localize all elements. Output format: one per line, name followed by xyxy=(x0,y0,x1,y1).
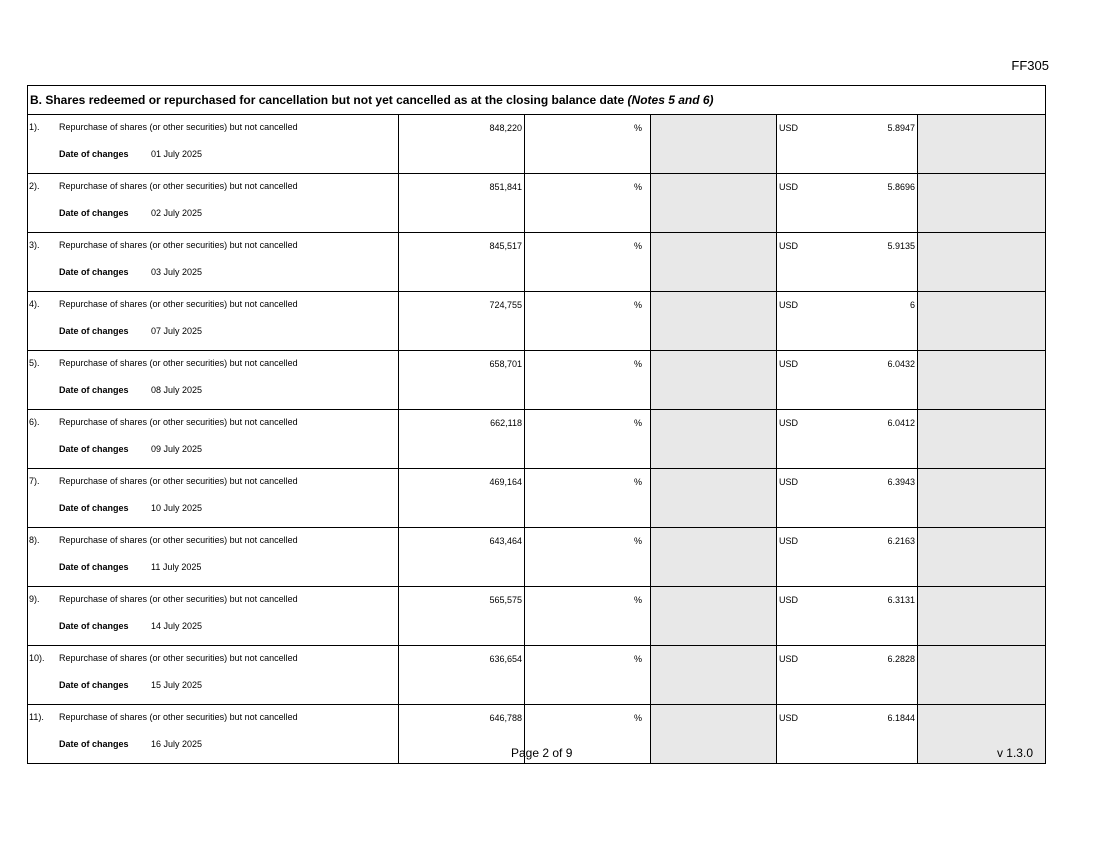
row-description: Repurchase of shares (or other securities) but not cancelled xyxy=(59,594,298,604)
page-number: Page 2 of 9 xyxy=(511,746,573,760)
date-of-changes-label: Date of changes xyxy=(59,444,129,454)
description-cell xyxy=(28,469,399,528)
price-cell xyxy=(777,174,918,233)
percent-cell: % xyxy=(525,705,651,764)
shaded-cell xyxy=(918,646,1046,705)
price-cell xyxy=(777,351,918,410)
shaded-cell xyxy=(651,233,777,292)
date-of-changes-label: Date of changes xyxy=(59,621,129,631)
currency-label: USD xyxy=(779,477,799,487)
percent-cell: % xyxy=(525,174,651,233)
shaded-cell xyxy=(918,115,1046,174)
shares-cell: 565,575 xyxy=(399,587,525,646)
date-of-changes-value: 11 July 2025 xyxy=(151,562,202,572)
description-cell xyxy=(28,705,399,764)
description-cell xyxy=(28,528,399,587)
row-index: 4). xyxy=(29,299,40,309)
description-cell xyxy=(28,233,399,292)
shaded-cell xyxy=(651,292,777,351)
price-cell xyxy=(777,705,918,764)
row-index: 11). xyxy=(29,712,44,722)
percent-cell: % xyxy=(525,528,651,587)
shares-cell: 658,701 xyxy=(399,351,525,410)
row-description: Repurchase of shares (or other securities) but not cancelled xyxy=(59,122,298,132)
percent-cell: % xyxy=(525,587,651,646)
description-cell xyxy=(28,115,399,174)
row-index: 2). xyxy=(29,181,40,191)
row-index: 10). xyxy=(29,653,45,663)
shaded-cell xyxy=(651,174,777,233)
shares-cell: 636,654 xyxy=(399,646,525,705)
description-cell xyxy=(28,351,399,410)
price-value: 5.9135 xyxy=(887,241,915,251)
shaded-cell xyxy=(651,469,777,528)
percent-cell: % xyxy=(525,292,651,351)
shaded-cell xyxy=(918,233,1046,292)
price-cell xyxy=(777,528,918,587)
date-of-changes-label: Date of changes xyxy=(59,267,129,277)
shaded-cell xyxy=(918,351,1046,410)
percent-cell: % xyxy=(525,115,651,174)
date-of-changes-value: 10 July 2025 xyxy=(151,503,203,513)
table-row xyxy=(28,351,1046,410)
price-value: 6.3131 xyxy=(887,595,915,605)
date-of-changes-value: 07 July 2025 xyxy=(151,326,203,336)
shares-cell: 724,755 xyxy=(399,292,525,351)
currency-label: USD xyxy=(779,300,799,310)
date-of-changes-value: 02 July 2025 xyxy=(151,208,203,218)
table-row xyxy=(28,469,1046,528)
currency-label: USD xyxy=(779,418,799,428)
row-description: Repurchase of shares (or other securities) but not cancelled xyxy=(59,653,298,663)
row-description: Repurchase of shares (or other securities) but not cancelled xyxy=(59,476,298,486)
price-cell xyxy=(777,469,918,528)
row-description: Repurchase of shares (or other securities) but not cancelled xyxy=(59,417,298,427)
section-notes: (Notes 5 and 6) xyxy=(627,93,714,107)
price-cell xyxy=(777,115,918,174)
version-label: v 1.3.0 xyxy=(996,746,1033,760)
date-of-changes-label: Date of changes xyxy=(59,680,129,690)
date-of-changes-value: 15 July 2025 xyxy=(151,680,203,690)
row-index: 7). xyxy=(29,476,40,486)
shaded-cell xyxy=(918,469,1046,528)
date-of-changes-label: Date of changes xyxy=(59,326,129,336)
price-value: 5.8947 xyxy=(887,123,915,133)
description-cell xyxy=(28,587,399,646)
currency-label: USD xyxy=(779,713,799,723)
price-value: 6.0412 xyxy=(887,418,915,428)
price-cell xyxy=(777,587,918,646)
row-index: 3). xyxy=(29,240,40,250)
row-description: Repurchase of shares (or other securities) but not cancelled xyxy=(59,358,298,368)
currency-label: USD xyxy=(779,241,799,251)
table-row xyxy=(28,292,1046,351)
section-header-row xyxy=(28,86,1046,115)
price-value: 5.8696 xyxy=(887,182,915,192)
shaded-cell xyxy=(651,410,777,469)
table-row xyxy=(28,587,1046,646)
table-row xyxy=(28,115,1046,174)
percent-cell: % xyxy=(525,410,651,469)
date-of-changes-value: 01 July 2025 xyxy=(151,149,203,159)
shaded-cell xyxy=(651,528,777,587)
date-of-changes-value: 08 July 2025 xyxy=(151,385,203,395)
price-value: 6.1844 xyxy=(887,713,915,723)
percent-cell: % xyxy=(525,233,651,292)
row-description: Repurchase of shares (or other securities) but not cancelled xyxy=(59,535,298,545)
shaded-cell xyxy=(918,292,1046,351)
shares-cell: 851,841 xyxy=(399,174,525,233)
row-index: 6). xyxy=(29,417,40,427)
table-row xyxy=(28,174,1046,233)
shares-cell: 848,220 xyxy=(399,115,525,174)
shaded-cell xyxy=(918,587,1046,646)
shares-cell: 469,164 xyxy=(399,469,525,528)
currency-label: USD xyxy=(779,536,799,546)
shaded-cell xyxy=(651,115,777,174)
description-cell xyxy=(28,646,399,705)
shaded-cell xyxy=(651,351,777,410)
date-of-changes-label: Date of changes xyxy=(59,149,129,159)
row-index: 9). xyxy=(29,594,40,604)
shaded-cell xyxy=(918,410,1046,469)
row-description: Repurchase of shares (or other securities) but not cancelled xyxy=(59,181,298,191)
shaded-cell xyxy=(651,587,777,646)
table-row xyxy=(28,410,1046,469)
price-value: 6.0432 xyxy=(887,359,915,369)
row-description: Repurchase of shares (or other securities) but not cancelled xyxy=(59,712,298,722)
shares-cell: 643,464 xyxy=(399,528,525,587)
row-index: 5). xyxy=(29,358,40,368)
shares-cell: 845,517 xyxy=(399,233,525,292)
date-of-changes-label: Date of changes xyxy=(59,503,129,513)
currency-label: USD xyxy=(779,123,799,133)
percent-cell: % xyxy=(525,469,651,528)
date-of-changes-label: Date of changes xyxy=(59,562,129,572)
price-value: 6.2163 xyxy=(887,536,915,546)
shares-cell: 646,788 xyxy=(399,705,525,764)
table-row xyxy=(28,233,1046,292)
price-value: 6.2828 xyxy=(887,654,915,664)
currency-label: USD xyxy=(779,595,799,605)
form-code: FF305 xyxy=(1011,58,1049,73)
currency-label: USD xyxy=(779,654,799,664)
date-of-changes-label: Date of changes xyxy=(59,385,129,395)
price-cell xyxy=(777,233,918,292)
date-of-changes-label: Date of changes xyxy=(59,208,129,218)
shaded-cell xyxy=(918,174,1046,233)
shaded-cell xyxy=(918,528,1046,587)
description-cell xyxy=(28,292,399,351)
date-of-changes-value: 09 July 2025 xyxy=(151,444,203,454)
description-cell xyxy=(28,410,399,469)
date-of-changes-value: 16 July 2025 xyxy=(151,739,203,749)
table-row xyxy=(28,528,1046,587)
row-description: Repurchase of shares (or other securities) but not cancelled xyxy=(59,299,298,309)
section-title xyxy=(28,86,1046,115)
currency-label: USD xyxy=(779,359,799,369)
description-cell xyxy=(28,174,399,233)
price-cell xyxy=(777,410,918,469)
price-value: 6 xyxy=(909,300,915,310)
date-of-changes-label: Date of changes xyxy=(59,739,129,749)
price-value: 6.3943 xyxy=(887,477,915,487)
date-of-changes-value: 03 July 2025 xyxy=(151,267,203,277)
price-cell xyxy=(777,292,918,351)
shares-cell: 662,118 xyxy=(399,410,525,469)
date-of-changes-value: 14 July 2025 xyxy=(151,621,203,631)
row-index: 1). xyxy=(29,122,40,132)
repurchase-table xyxy=(27,85,1046,764)
row-index: 8). xyxy=(29,535,40,545)
percent-cell: % xyxy=(525,351,651,410)
section-title-text: B. Shares redeemed or repurchased for cancellation but not yet cancelled as at the closing balance date xyxy=(30,93,625,107)
shaded-cell xyxy=(651,646,777,705)
currency-label: USD xyxy=(779,182,799,192)
shaded-cell xyxy=(651,705,777,764)
row-description: Repurchase of shares (or other securities) but not cancelled xyxy=(59,240,298,250)
table-row xyxy=(28,646,1046,705)
percent-cell: % xyxy=(525,646,651,705)
price-cell xyxy=(777,646,918,705)
